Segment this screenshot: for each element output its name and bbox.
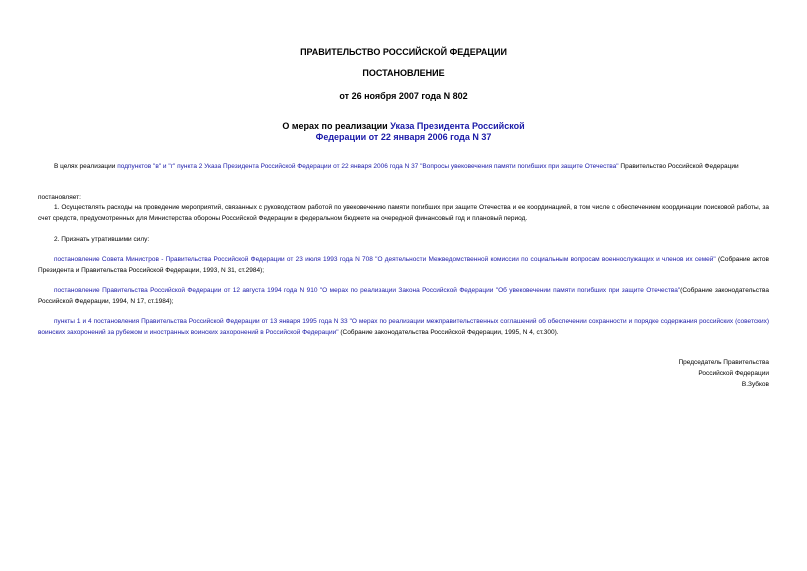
title-prefix: О мерах по реализации — [282, 121, 391, 131]
repeal-rest: (Собрание законодательства Российской Федерации, 1994, N 17, ст.1984); — [38, 287, 769, 305]
repeal-rest: (Собрание актов Президента и Правительства Российской Федерации, 1993, N 31, ст.2984); — [38, 256, 769, 274]
intro-start: В целях реализации — [54, 163, 118, 170]
date-number-heading: от 26 ноября 2007 года N 802 — [339, 91, 468, 101]
repeal-link[interactable]: постановление Правительства Российской Федерации от 12 августа 1994 года N 910 "О мерах по реализации Закона Российской Федерации "Об увековечении памяти погибших при защите Отечества" — [54, 287, 681, 294]
signature-block — [569, 357, 769, 390]
intro-link[interactable]: подпунктов "в" и "г" пункта 2 Указа Президента Российской Федерации от 22 января 2006 года N 37 "Вопросы увековечения памяти погибших при защите Отечества" — [117, 163, 619, 170]
item-2-paragraph: 2. Признать утратившими силу: — [54, 236, 150, 243]
doc-type-heading: ПОСТАНОВЛЕНИЕ — [362, 68, 445, 78]
repeal-link[interactable]: постановление Совета Министров - Правительства Российской Федерации от 23 июля 1993 года N 708 "О деятельности Межведомственной комиссии по социальным вопросам военнослужащих и членов их семей" — [54, 256, 716, 263]
repeal-link[interactable]: пункты 1 и 4 постановления Правительства Российской Федерации от 13 января 1995 года N 33 "О мерах по реализации межправительственных соглашений об обеспечении сохранности и порядке содержания российских (советских) воинских захоронений за рубежом и иностранных воинских захоронений в Российской Федерации" — [38, 318, 769, 336]
decree-word: постановляет: — [38, 194, 81, 201]
repeal-rest: (Собрание законодательства Российской Федерации, 1995, N 4, ст.300). — [338, 328, 559, 336]
title-link-line2[interactable]: Федерации от 22 января 2006 года N 37 — [315, 132, 492, 142]
item-1-paragraph: 1. Осуществлять расходы на проведение мероприятий, связанных с руководством работой по увековечению памяти погибших при защите Отечества и ее координацией, в том числе с обеспечением координации поисковой работы, за счет средств, предусмотренных для Министерства обороны Российской Федерации в федеральном бюджете на очередной финансовый год и плановый период. — [38, 204, 769, 222]
government-heading: ПРАВИТЕЛЬСТВО РОССИЙСКОЙ ФЕДЕРАЦИИ — [300, 47, 507, 57]
intro-end: Правительство Российской Федерации — [618, 163, 739, 170]
signature-line-1: Председатель Правительства — [678, 359, 769, 366]
signature-line-2: Российской Федерации — [698, 370, 769, 377]
repeal-item — [38, 286, 769, 307]
title-link-line1[interactable]: Указа Президента Российской — [390, 121, 525, 131]
repeal-item — [38, 255, 769, 276]
repeal-item — [38, 317, 769, 338]
document-title — [0, 121, 807, 143]
signature-name: В.Зубков — [741, 381, 769, 388]
intro-paragraph — [38, 162, 769, 173]
